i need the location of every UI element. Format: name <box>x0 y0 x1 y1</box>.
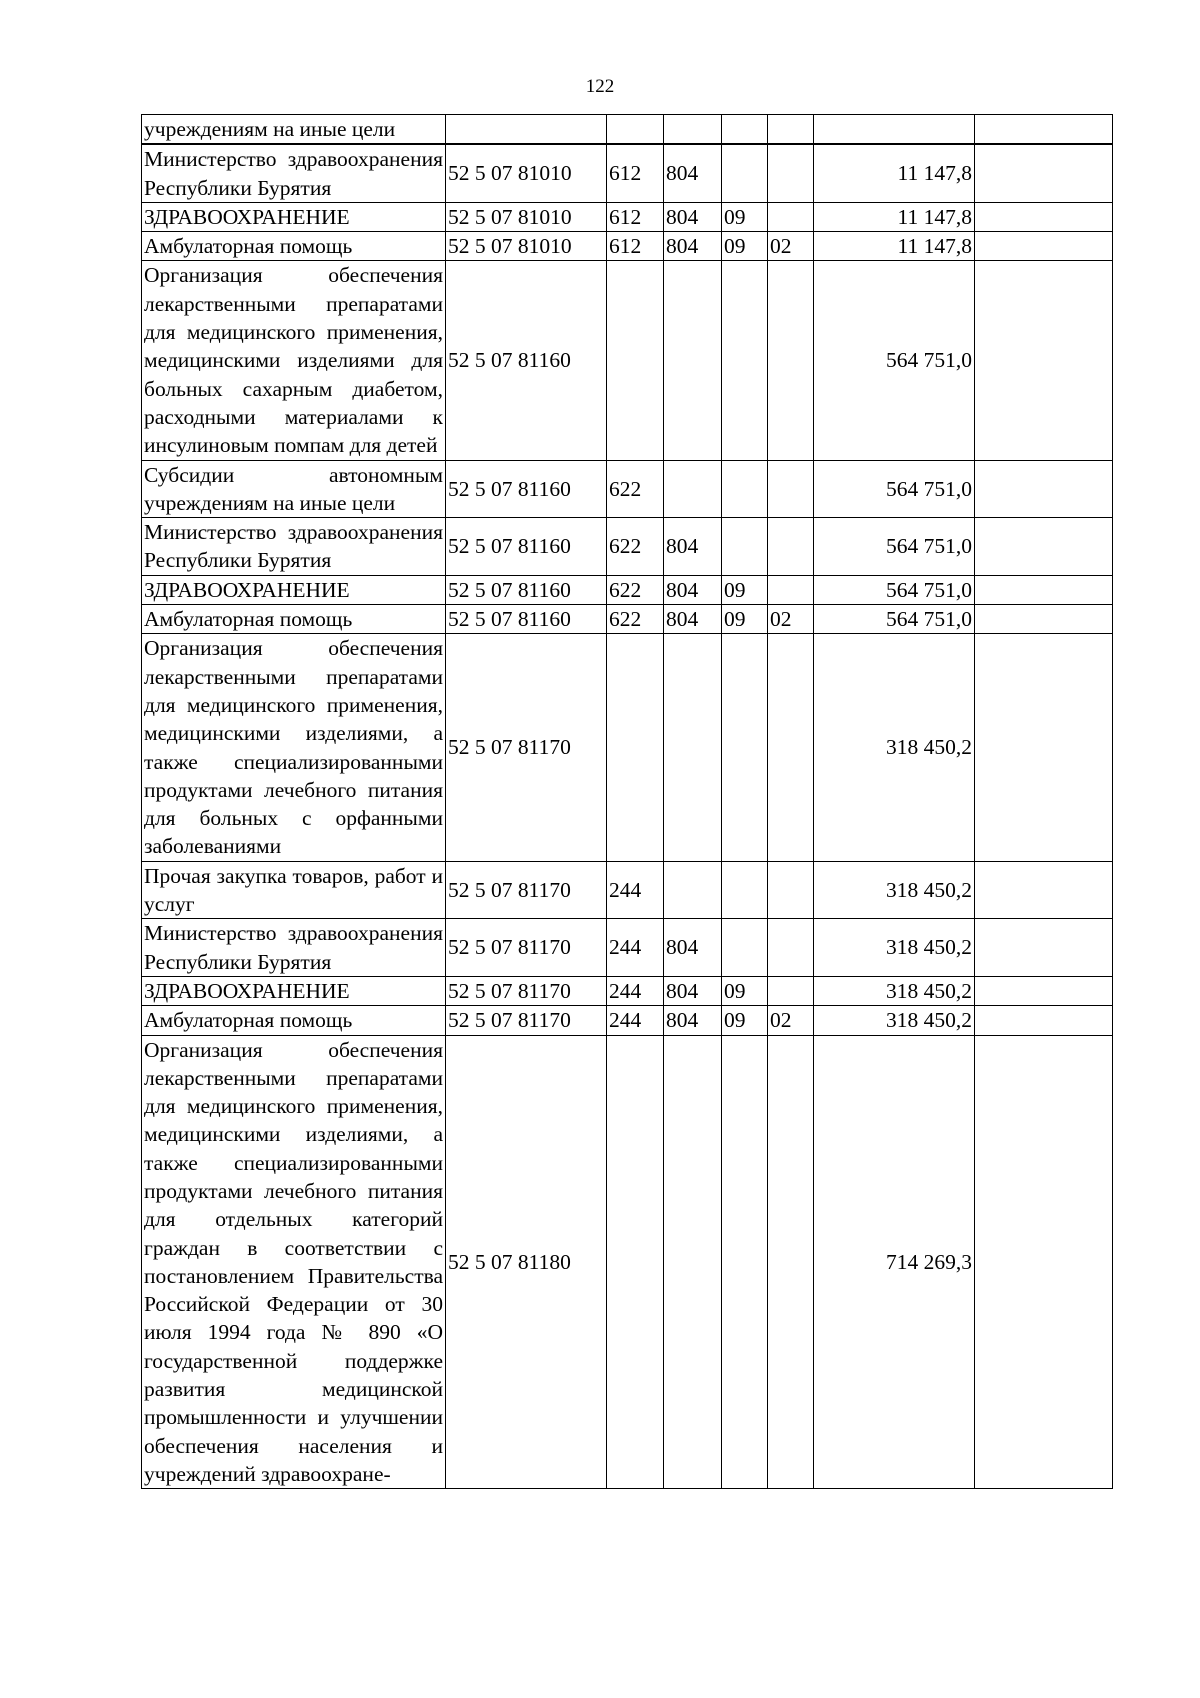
table-row <box>142 1035 1113 1489</box>
section-code <box>722 115 768 145</box>
expense-type-code: 244 <box>607 861 664 919</box>
row-name: Субсидии автономным учреждениям на иные цели <box>142 460 446 518</box>
expense-type-code: 244 <box>607 976 664 1005</box>
section-code <box>722 634 768 861</box>
ministry-code <box>664 460 722 518</box>
subsection-code <box>768 261 814 460</box>
table-row <box>142 115 1113 145</box>
target-article-code: 52 5 07 81170 <box>446 861 607 919</box>
subsection-code <box>768 634 814 861</box>
extra-cell <box>975 861 1113 919</box>
target-article-code: 52 5 07 81010 <box>446 202 607 231</box>
amount-value: 714 269,3 <box>814 1035 975 1489</box>
table-row <box>142 976 1113 1005</box>
extra-cell <box>975 605 1113 634</box>
target-article-code: 52 5 07 81160 <box>446 460 607 518</box>
expense-type-code: 244 <box>607 919 664 977</box>
table-row <box>142 861 1113 919</box>
ministry-code: 804 <box>664 605 722 634</box>
target-article-code: 52 5 07 81160 <box>446 261 607 460</box>
section-code: 09 <box>722 976 768 1005</box>
extra-cell <box>975 518 1113 576</box>
row-name: Министерство здравоохранения Республики Бурятия <box>142 919 446 977</box>
expense-type-code: 622 <box>607 605 664 634</box>
subsection-code <box>768 115 814 145</box>
extra-cell <box>975 575 1113 604</box>
target-article-code: 52 5 07 81160 <box>446 575 607 604</box>
row-name: Организация обеспечения лекарственными препаратами для медицинского применения, медицинскими изделиями для больных сахарным диабетом, расходными материалами к инсулиновым помпам для детей <box>142 261 446 460</box>
subsection-code <box>768 518 814 576</box>
expense-type-code: 244 <box>607 1006 664 1035</box>
extra-cell <box>975 976 1113 1005</box>
expense-type-code <box>607 1035 664 1489</box>
ministry-code <box>664 115 722 145</box>
row-name: Организация обеспечения лекарственными препаратами для медицинского применения, медицинскими изделиями, а также специализированными продуктами лечебного питания для больных с орфанными заболеваниями <box>142 634 446 861</box>
table-row <box>142 261 1113 460</box>
section-code <box>722 460 768 518</box>
amount-value: 564 751,0 <box>814 460 975 518</box>
subsection-code <box>768 1035 814 1489</box>
amount-value: 564 751,0 <box>814 605 975 634</box>
ministry-code: 804 <box>664 575 722 604</box>
row-name: Министерство здравоохранения Республики Бурятия <box>142 144 446 202</box>
table-row <box>142 605 1113 634</box>
expense-type-code: 612 <box>607 202 664 231</box>
table-body <box>142 115 1113 1489</box>
page-number: 122 <box>585 76 615 97</box>
row-name: Организация обеспечения лекарственными препаратами для медицинского применения, медицинскими изделиями, а также специализированными продуктами лечебного питания для отдельных категорий граждан в соответствии с постановлением Правительства Российской Федерации от 30 июля 1994 года № 890 «О государственной поддержке развития медицинской промышленности и улучшении обеспечения населения и учреждений здравоохране- <box>142 1035 446 1489</box>
ministry-code <box>664 261 722 460</box>
extra-cell <box>975 115 1113 145</box>
subsection-code <box>768 460 814 518</box>
target-article-code: 52 5 07 81170 <box>446 976 607 1005</box>
subsection-code: 02 <box>768 232 814 261</box>
expense-type-code: 612 <box>607 144 664 202</box>
expense-type-code: 622 <box>607 518 664 576</box>
target-article-code <box>446 115 607 145</box>
section-code: 09 <box>722 202 768 231</box>
amount-value: 318 450,2 <box>814 919 975 977</box>
section-code: 09 <box>722 232 768 261</box>
table-row <box>142 144 1113 202</box>
row-name: Амбулаторная помощь <box>142 605 446 634</box>
expense-type-code: 612 <box>607 232 664 261</box>
table-row <box>142 202 1113 231</box>
amount-value: 318 450,2 <box>814 976 975 1005</box>
amount-value: 318 450,2 <box>814 634 975 861</box>
section-code: 09 <box>722 1006 768 1035</box>
extra-cell <box>975 1035 1113 1489</box>
amount-value: 11 147,8 <box>814 232 975 261</box>
extra-cell <box>975 919 1113 977</box>
extra-cell <box>975 144 1113 202</box>
table-row <box>142 919 1113 977</box>
section-code <box>722 1035 768 1489</box>
row-name: Министерство здравоохранения Республики Бурятия <box>142 518 446 576</box>
extra-cell <box>975 460 1113 518</box>
expense-type-code: 622 <box>607 460 664 518</box>
target-article-code: 52 5 07 81010 <box>446 144 607 202</box>
row-name: Амбулаторная помощь <box>142 1006 446 1035</box>
table-row <box>142 518 1113 576</box>
amount-value: 318 450,2 <box>814 1006 975 1035</box>
ministry-code: 804 <box>664 144 722 202</box>
ministry-code <box>664 634 722 861</box>
row-name: ЗДРАВООХРАНЕНИЕ <box>142 575 446 604</box>
table-row <box>142 634 1113 861</box>
amount-value: 564 751,0 <box>814 261 975 460</box>
extra-cell <box>975 232 1113 261</box>
ministry-code: 804 <box>664 919 722 977</box>
expense-type-code <box>607 634 664 861</box>
subsection-code <box>768 575 814 604</box>
subsection-code <box>768 976 814 1005</box>
ministry-code: 804 <box>664 232 722 261</box>
subsection-code <box>768 919 814 977</box>
target-article-code: 52 5 07 81180 <box>446 1035 607 1489</box>
section-code: 09 <box>722 605 768 634</box>
table-row <box>142 232 1113 261</box>
row-name: ЗДРАВООХРАНЕНИЕ <box>142 202 446 231</box>
subsection-code: 02 <box>768 1006 814 1035</box>
ministry-code <box>664 861 722 919</box>
table-row <box>142 460 1113 518</box>
expense-type-code <box>607 261 664 460</box>
subsection-code: 02 <box>768 605 814 634</box>
ministry-code: 804 <box>664 518 722 576</box>
target-article-code: 52 5 07 81170 <box>446 919 607 977</box>
extra-cell <box>975 202 1113 231</box>
row-name: Амбулаторная помощь <box>142 232 446 261</box>
extra-cell <box>975 634 1113 861</box>
row-name: Прочая закупка товаров, работ и услуг <box>142 861 446 919</box>
section-code <box>722 919 768 977</box>
table-row <box>142 1006 1113 1035</box>
ministry-code <box>664 1035 722 1489</box>
ministry-code: 804 <box>664 976 722 1005</box>
section-code: 09 <box>722 575 768 604</box>
subsection-code <box>768 861 814 919</box>
amount-value: 11 147,8 <box>814 144 975 202</box>
target-article-code: 52 5 07 81170 <box>446 1006 607 1035</box>
section-code <box>722 144 768 202</box>
amount-value: 564 751,0 <box>814 575 975 604</box>
table-row <box>142 575 1113 604</box>
expense-type-code: 622 <box>607 575 664 604</box>
ministry-code: 804 <box>664 202 722 231</box>
target-article-code: 52 5 07 81010 <box>446 232 607 261</box>
target-article-code: 52 5 07 81160 <box>446 605 607 634</box>
subsection-code <box>768 144 814 202</box>
section-code <box>722 861 768 919</box>
extra-cell <box>975 1006 1113 1035</box>
target-article-code: 52 5 07 81160 <box>446 518 607 576</box>
row-name: ЗДРАВООХРАНЕНИЕ <box>142 976 446 1005</box>
budget-table <box>141 114 1113 1489</box>
expense-type-code <box>607 115 664 145</box>
amount-value: 318 450,2 <box>814 861 975 919</box>
amount-value <box>814 115 975 145</box>
amount-value: 11 147,8 <box>814 202 975 231</box>
section-code <box>722 518 768 576</box>
section-code <box>722 261 768 460</box>
subsection-code <box>768 202 814 231</box>
target-article-code: 52 5 07 81170 <box>446 634 607 861</box>
amount-value: 564 751,0 <box>814 518 975 576</box>
ministry-code: 804 <box>664 1006 722 1035</box>
extra-cell <box>975 261 1113 460</box>
row-name: учреждениям на иные цели <box>142 115 446 145</box>
